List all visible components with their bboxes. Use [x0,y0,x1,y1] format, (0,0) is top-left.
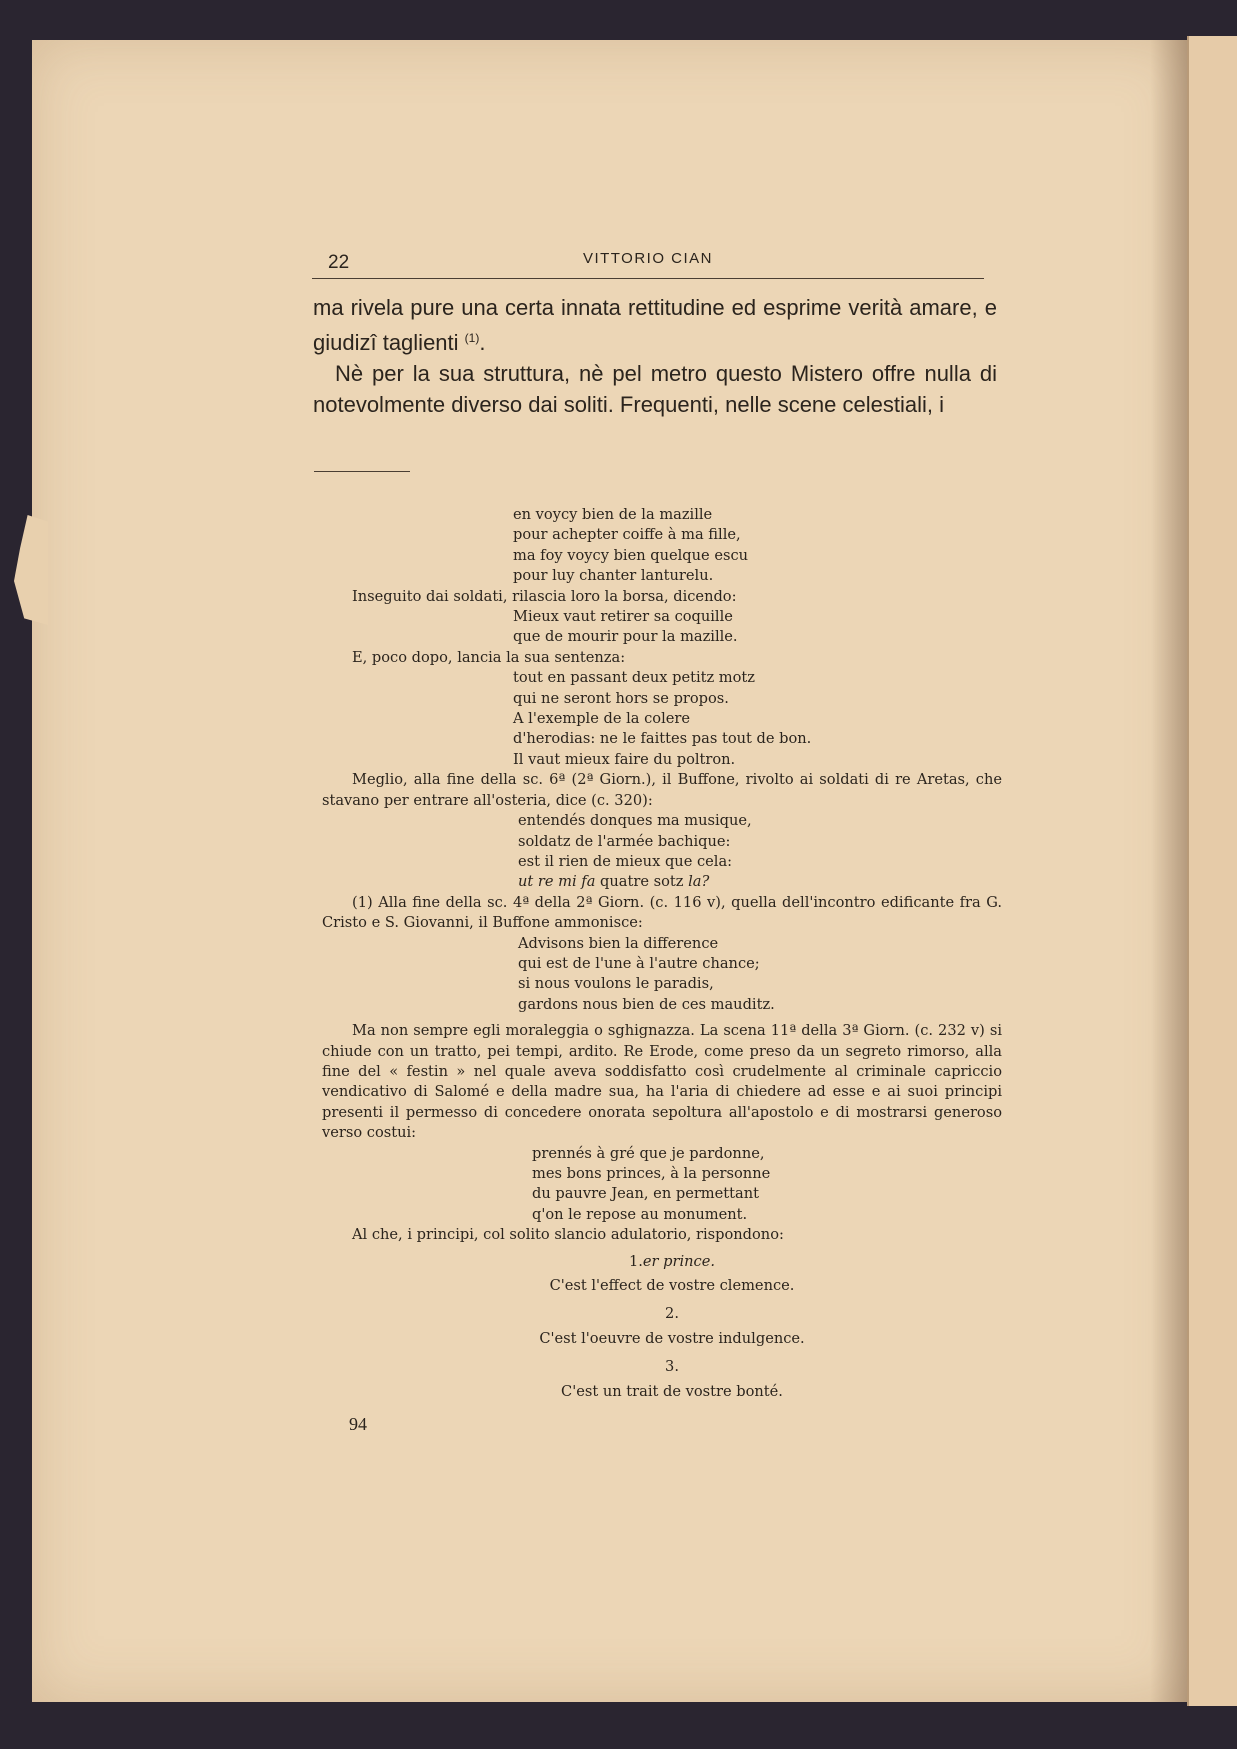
verse-line: mes bons princes, à la personne [532,1165,771,1182]
next-page-edge [1187,36,1237,1706]
running-header [312,248,984,279]
speech-line: C'est l'oeuvre de vostre indulgence. [539,1329,805,1347]
verse-line: ma foy voycy bien quelque escu [513,546,749,564]
paragraph: Nè per la sua struttura, nè pel metro questo Mistero offre nulla di notevolmente diverso dai soliti. Frequenti, nelle scene celestiali, i [313,361,997,417]
verse-line: que de mourir pour la mazille. [513,628,738,646]
verse-line: en voycy bien de la mazille [513,506,713,523]
footnotes [322,505,1002,1402]
note-prose: Inseguito dai soldati, rilascia loro la borsa, dicendo: [352,587,737,605]
paragraph: ma rivela pure una certa innata rettitudine ed esprime verità amare, e giudizî taglienti $^{(1)}$. [313,295,997,355]
speech-line: C'est l'effect de vostre clemence. [549,1277,795,1295]
running-author: VITTORIO CIAN [582,250,714,267]
speaker-label: 1.er prince. [628,1252,716,1270]
verse-line: si nous voulons le paradis, [518,975,714,993]
verse-line: qui ne seront hors se propos. [513,689,729,707]
verse-line: qui est de l'une à l'autre chance; [518,954,760,972]
verse-line: pour luy chanter lanturelu. [513,567,714,585]
speech-line: C'est un trait de vostre bonté. [561,1382,783,1400]
note-prose: Ma non sempre egli moraleggia o sghignazza. La scena 11ª della 3ª Giorn. (c. 232 v) si chiude con un tratto, pei tempi, ardito. Re Erode, come preso da un segreto rimorso, alla fine del « festin » nel quale aveva soddisfatto così crudelmente al criminale capriccio vendicativo di Salomé e della madre sua, ha l'aria di chiedere ad esse e ai suoi principi presenti il permesso di concedere onorata sepoltura all'apostolo e di mostrarsi generoso verso costui: [322,1022,1002,1142]
page-number: 22 [328,252,350,273]
verse-line: A l'exemple de la colere [513,710,690,728]
verse-line: est il rien de mieux que cela: [518,852,733,870]
verse-line: prennés à gré que je pardonne, [532,1144,765,1162]
verse-line: ut re mi fa quatre sotz la? [518,873,710,891]
torn-page-fragment [14,515,48,625]
page-fold-shadow [1150,40,1190,1702]
footnote-rule [314,471,410,472]
footnote-ref: (1) [464,331,480,345]
verse-line: du pauvre Jean, en permettant [532,1185,759,1203]
verse-line: d'herodias: ne le faittes pas tout de bon. [513,730,812,748]
verse-line: pour achepter coiffe à ma fille, [513,526,741,544]
verse-line: Advisons bien la difference [518,934,719,952]
verse-line: Il vaut mieux faire du poltron. [513,750,736,768]
verse-line: soldatz de l'armée bachique: [518,832,731,850]
speaker-label: 3. [665,1358,679,1376]
verse-line: q'on le repose au monument. [532,1205,748,1223]
verse-line: gardons nous bien de ces mauditz. [518,995,775,1013]
verse-line: Mieux vaut retirer sa coquille [513,608,733,626]
speaker-label: 2. [665,1305,679,1323]
note-prose: Al che, i principi, col solito slancio adulatorio, rispondono: [352,1226,784,1244]
main-text [313,292,997,420]
verse-line: tout en passant deux petitz motz [513,669,755,687]
note-prose: E, poco dopo, lancia la sua sentenza: [352,648,626,666]
footnote-1: (1) Alla fine della sc. 4ª della 2ª Giorn. (c. 116 v), quella dell'incontro edificante fra G. Cristo e S. Giovanni, il Buffone ammonisce: [322,893,1002,932]
note-prose: Meglio, alla fine della sc. 6ª (2ª Giorn.), il Buffone, rivolto ai soldati di re Aretas, che stavano per entrare all'osteria, dice (c. 320): [322,771,1002,809]
verse-line: entendés donques ma musique, [518,812,752,830]
sheet-number: 94 [349,1414,367,1434]
